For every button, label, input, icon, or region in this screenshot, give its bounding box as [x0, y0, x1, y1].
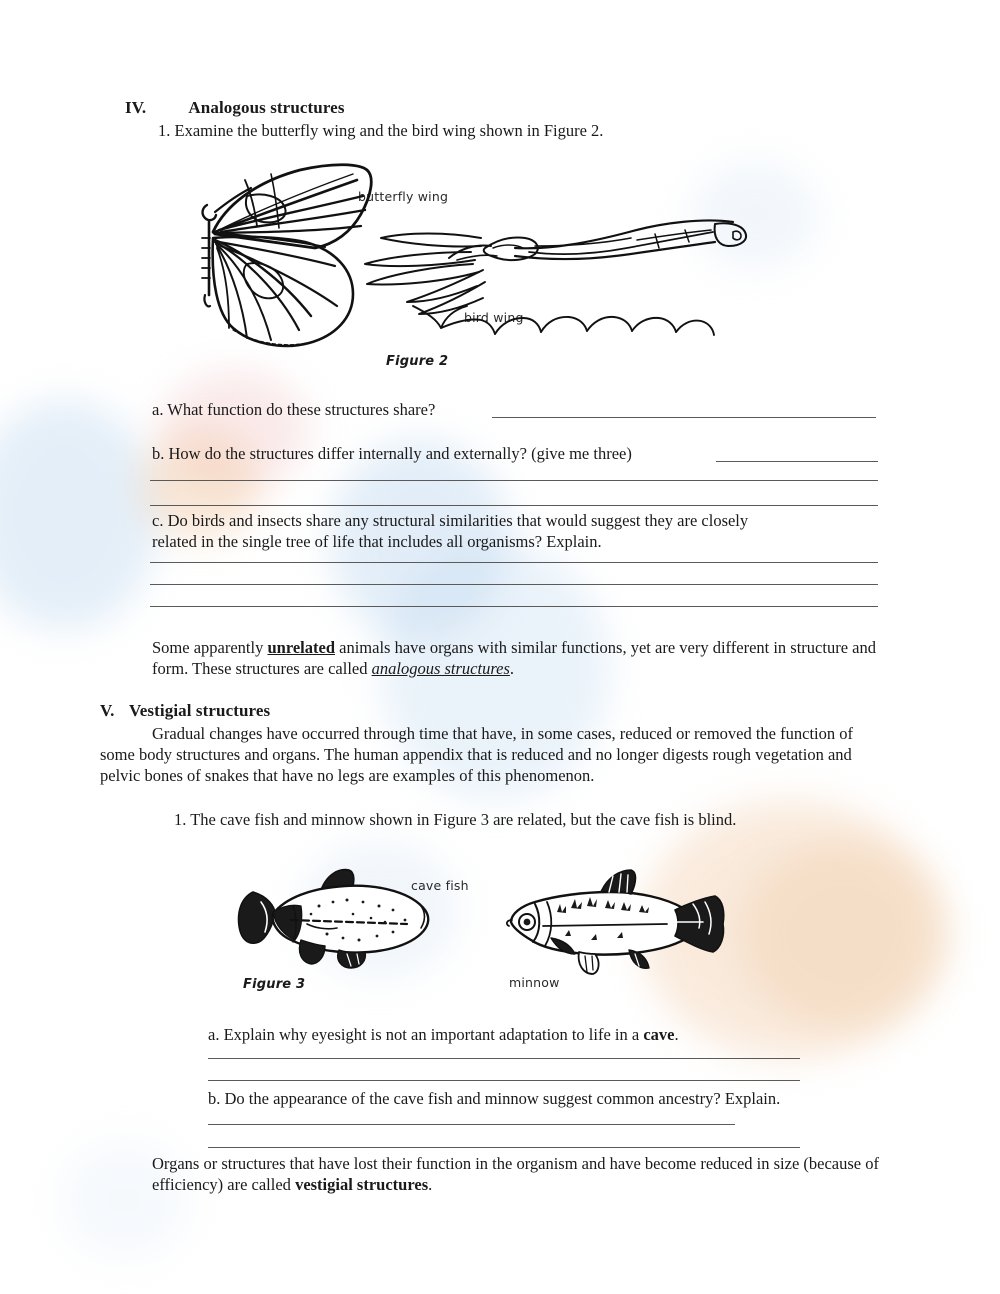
summary-v-term-vestigial-structures: vestigial structures [295, 1175, 429, 1194]
section-iv-item-1: 1. Examine the butterfly wing and the bird wing shown in Figure 2. [158, 121, 604, 140]
figure-2-label-bird-wing: bird wing [464, 310, 524, 325]
figure-3-label-cave-fish: cave fish [411, 878, 469, 893]
analogous-structures-summary [152, 637, 877, 679]
answer-line-iv-c-2[interactable] [150, 584, 878, 585]
answer-line-iv-a-1[interactable] [492, 417, 876, 418]
question-iv-c-line-2: related in the single tree of life that includes all organisms? Explain. [152, 532, 602, 551]
summary-iv-part-1: Some apparently [152, 638, 268, 657]
section-v-numeral: V. [100, 701, 115, 720]
question-v-a-term-cave: cave [643, 1025, 675, 1044]
answer-line-v-a-1[interactable] [208, 1058, 800, 1059]
question-iv-a: a. What function do these structures share? [152, 400, 436, 419]
summary-v-part-2: . [428, 1175, 433, 1194]
summary-iv-part-3: . [509, 659, 515, 678]
figure-2-illustration [185, 160, 755, 360]
answer-line-v-b-1[interactable] [208, 1124, 735, 1125]
watermark-blob-pink-left [160, 370, 310, 490]
figure-3-caption: Figure 3 [243, 977, 306, 992]
question-v-a-pre: a. Explain why eyesight is not an important adaptation to life in a [208, 1025, 644, 1044]
question-v-a-post: . [674, 1025, 679, 1044]
question-v-a [208, 1024, 679, 1045]
question-iv-b: b. How do the structures differ internally and externally? (give me three) [152, 444, 632, 463]
answer-line-v-a-2[interactable] [208, 1080, 800, 1081]
figure-2-caption: Figure 2 [386, 354, 449, 369]
figure-3-label-minnow: minnow [509, 975, 560, 990]
figure-3-illustration [235, 862, 735, 987]
summary-iv-part-2: animals have organs with similar functions, yet are very different in structure and form. These structures are called [152, 638, 876, 678]
section-v-heading [100, 701, 270, 721]
watermark-blob-blue-left [0, 400, 160, 630]
answer-line-iv-b-1[interactable] [716, 461, 878, 462]
answer-line-iv-b-3[interactable] [150, 505, 878, 506]
section-iv-title: Analogous structures [188, 98, 345, 117]
question-v-b: b. Do the appearance of the cave fish and minnow suggest common ancestry? Explain. [208, 1089, 781, 1108]
section-v-item-1: 1. The cave fish and minnow shown in Figure 3 are related, but the cave fish is blind. [174, 810, 737, 829]
answer-line-iv-c-1[interactable] [150, 562, 878, 563]
answer-line-iv-c-3[interactable] [150, 606, 878, 607]
vestigial-structures-summary [152, 1153, 885, 1195]
answer-line-iv-b-2[interactable] [150, 480, 878, 481]
summary-iv-term-analogous-structures: analogous structures [371, 659, 510, 678]
section-iv-heading [125, 98, 345, 118]
question-iv-c [152, 510, 882, 552]
section-v-body: Gradual changes have occurred through time that have, in some cases, reduced or removed the function of some body structures and organs. The human appendix that is reduced and no longer digests rough vegetation and pelvic bones of snakes that have no legs are examples of this phenomenon. [100, 724, 853, 785]
question-iv-c-line-1: c. Do birds and insects share any structural similarities that would suggest they are closely [152, 511, 749, 530]
answer-line-v-b-2[interactable] [208, 1147, 800, 1148]
watermark-blob-orange-right-2 [740, 840, 950, 1030]
summary-v-part-1: Organs or structures that have lost their function in the organism and have become reduced in size (because of efficiency) are called [152, 1154, 879, 1194]
section-iv-numeral: IV. [125, 98, 147, 117]
summary-iv-term-unrelated: unrelated [267, 638, 335, 657]
section-v-title: Vestigial structures [128, 701, 271, 720]
figure-2-label-butterfly-wing: butterfly wing [358, 189, 449, 204]
